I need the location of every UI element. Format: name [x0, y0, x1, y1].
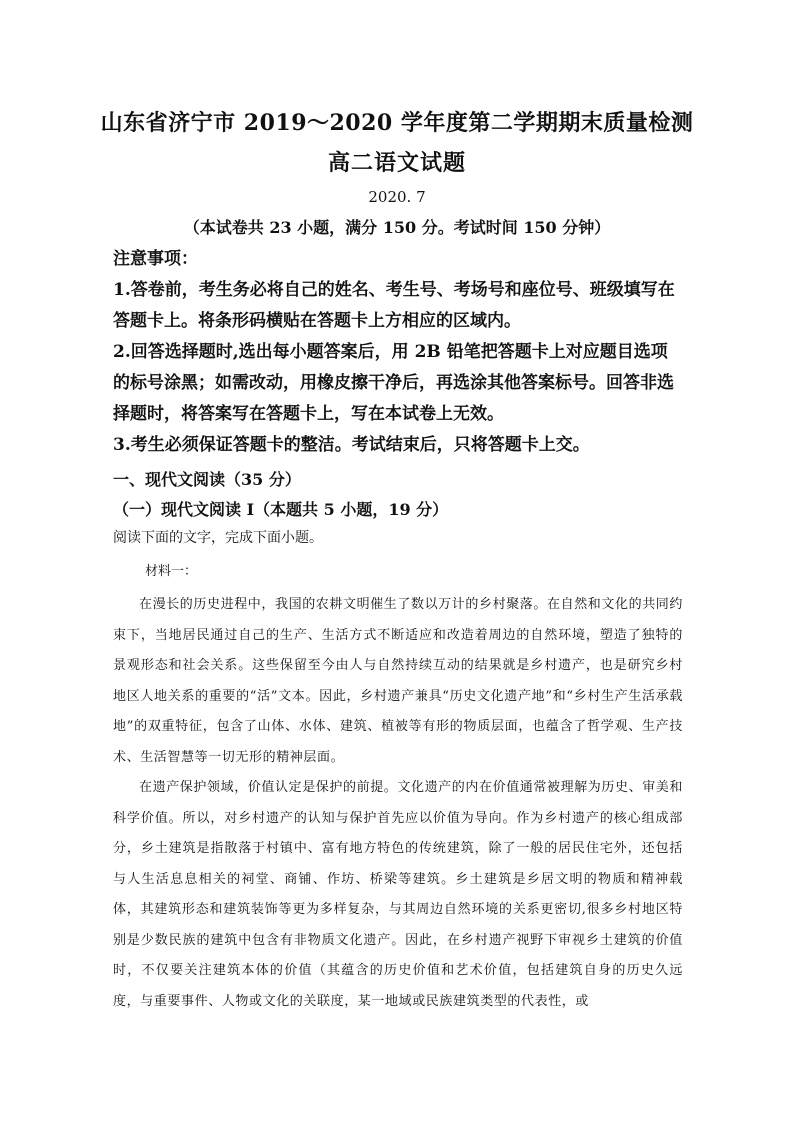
exam-date: 2020. 7 [368, 188, 426, 206]
document-subtitle: 高二语文试题 [327, 150, 466, 176]
reading-passage [113, 590, 683, 1017]
passage-paragraph: 在漫长的历史进程中，我国的农耕文明催生了数以万计的乡村聚落。在自然和文化的共同约束下，当地居民通过自己的生产、生活方式不断适应和改造着周边的自然环境，塑造了独特的景观形态和社会关系。这些保留至今由人与自然持续互动的结果就是乡村遗产，也是研究乡村地区人地关系的重要的“活”文本。因此，乡村遗产兼具“历史文化遗产地”和“乡村生产生活承载地”的双重特征，包含了山体、水体、建筑、植被等有形的物质层面，也蕴含了哲学观、生产技术、生活智慧等一切无形的精神层面。 [113, 597, 684, 765]
section-headings [113, 465, 683, 525]
notice-heading: 注意事项： [113, 249, 198, 269]
notice-item: 3.考生必须保证答题卡的整洁。考试结束后，只将答题卡上交。 [113, 435, 590, 455]
material-label: 材料一： [145, 564, 198, 579]
exam-info: （本试卷共 23 小题，满分 150 分。考试时间 150 分钟） [183, 218, 611, 237]
notice-section [113, 244, 683, 461]
document-title: 山东省济宁市 2019～2020 学年度第二学期期末质量检测 [100, 110, 694, 136]
reading-instruction: 阅读下面的文字，完成下面小题。 [113, 530, 323, 546]
notice-item: 2.回答选择题时,选出每小题答案后，用 2B 铅笔把答题卡上对应题目选项的标号涂黑；如需改动，用橡皮擦干净后，再选涂其他答案标号。回答非选择题时，将答案写在答题卡上，写在本试卷上无效。 [113, 342, 674, 424]
section-heading: 一、现代文阅读（35 分） [113, 470, 301, 489]
subsection-heading: （一）现代文阅读 I（本题共 5 小题，19 分） [113, 500, 449, 519]
notice-item: 1.答卷前，考生务必将自己的姓名、考生号、考场号和座位号、班级填写在答题卡上。将条形码横贴在答题卡上方相应的区域内。 [113, 280, 675, 331]
passage-paragraph: 在遗产保护领域，价值认定是保护的前提。文化遗产的内在价值通常被理解为历史、审美和科学价值。所以，对乡村遗产的认知与保护首先应以价值为导向。作为乡村遗产的核心组成部分，乡土建筑是指散落于村镇中、富有地方特色的传统建筑，除了一般的居民住宅外，还包括与人生活息息相关的祠堂、商铺、作坊、桥梁等建筑。乡土建筑是乡居文明的物质和精神载体，其建筑形态和建筑装饰等更为多样复杂，与其周边自然环境的关系更密切,很多乡村地区特别是少数民族的建筑中包含有非物质文化遗产。因此，在乡村遗产视野下审视乡土建筑的价值时，不仅要关注建筑本体的价值（其蕴含的历史价值和艺术价值，包括建筑自身的历史久远度，与重要事件、人物或文化的关联度，某一地域或民族建筑类型的代表性，或 [113, 780, 684, 1009]
